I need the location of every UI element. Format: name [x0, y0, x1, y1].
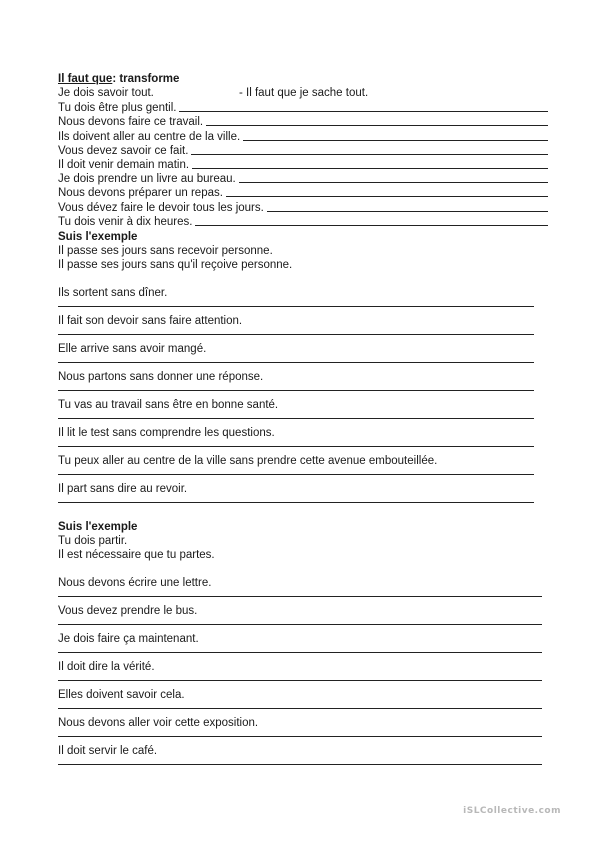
exercise-prompt: Ils sortent sans dîner.: [58, 286, 168, 299]
transform-item: [58, 214, 548, 228]
exercise-prompt: Il lit le test sans comprendre les questions.: [58, 426, 275, 439]
answer-line[interactable]: [58, 708, 542, 709]
answer-line[interactable]: [58, 362, 534, 363]
answer-line[interactable]: [243, 140, 548, 141]
answer-line[interactable]: [58, 736, 542, 737]
section1-example-right: - Il faut que je sache tout.: [239, 87, 369, 99]
exercise-prompt: Il doit servir le café.: [58, 744, 158, 757]
answer-line[interactable]: [58, 306, 534, 307]
section1-exercise-list: [58, 100, 548, 228]
transform-item-text: Ils doivent aller au centre de la ville.: [58, 130, 241, 143]
answer-line[interactable]: [179, 111, 548, 112]
section1-example: [58, 86, 548, 100]
site-watermark: iSLCollective.com: [463, 806, 561, 816]
transform-item: [58, 143, 548, 157]
exercise-prompt: Nous partons sans donner une réponse.: [58, 370, 264, 383]
section2-example-1: Il passe ses jours sans recevoir personne.: [58, 244, 273, 257]
transform-item: [58, 185, 548, 199]
answer-line[interactable]: [267, 211, 548, 212]
exercise-prompt: Nous devons écrire une lettre.: [58, 576, 212, 589]
answer-line[interactable]: [226, 196, 548, 197]
answer-line[interactable]: [58, 624, 542, 625]
transform-item: [58, 128, 548, 142]
answer-line[interactable]: [58, 502, 534, 503]
exercise-prompt: Elle arrive sans avoir mangé.: [58, 342, 207, 355]
exercise-prompt: Tu peux aller au centre de la ville sans prendre cette avenue embouteillée.: [58, 454, 438, 467]
transform-item-text: Il doit venir demain matin.: [58, 158, 190, 171]
section3-example-1: Tu dois partir.: [58, 534, 128, 547]
answer-line[interactable]: [206, 125, 548, 126]
answer-line[interactable]: [195, 225, 548, 226]
exercise-prompt: Tu vas au travail sans être en bonne santé.: [58, 398, 279, 411]
section1-heading: [58, 72, 548, 86]
transform-item-text: Vous devez savoir ce fait.: [58, 144, 189, 157]
exercise-prompt: Nous devons aller voir cette exposition.: [58, 716, 259, 729]
answer-line[interactable]: [58, 474, 534, 475]
answer-line[interactable]: [239, 182, 548, 183]
worksheet: [58, 72, 548, 772]
exercise-prompt: Je dois faire ça maintenant.: [58, 632, 199, 645]
section3-heading: Suis l'exemple: [58, 520, 138, 533]
answer-line[interactable]: [192, 168, 548, 169]
answer-line[interactable]: [58, 446, 534, 447]
section2-heading: Suis l'exemple: [58, 230, 138, 243]
section2-exercise-list: [58, 286, 548, 503]
answer-line[interactable]: [58, 390, 534, 391]
section3-exercise-list: [58, 576, 548, 765]
exercise-prompt: Vous devez prendre le bus.: [58, 604, 198, 617]
section3-example-2: Il est nécessaire que tu partes.: [58, 548, 215, 561]
transform-item-text: Je dois prendre un livre au bureau.: [58, 173, 236, 186]
transform-item-text: Tu dois venir à dix heures.: [58, 215, 193, 228]
transform-item: [58, 157, 548, 171]
answer-line[interactable]: [58, 652, 542, 653]
answer-line[interactable]: [58, 596, 542, 597]
exercise-prompt: Il part sans dire au revoir.: [58, 482, 188, 495]
answer-line[interactable]: [58, 764, 542, 765]
exercise-prompt: Il doit dire la vérité.: [58, 660, 155, 673]
section2-example-2: Il passe ses jours sans qu'il reçoive personne.: [58, 258, 293, 271]
answer-line[interactable]: [58, 418, 534, 419]
exercise-prompt: Il fait son devoir sans faire attention.: [58, 314, 243, 327]
transform-item-text: Nous devons préparer un repas.: [58, 187, 223, 200]
exercise-prompt: Elles doivent savoir cela.: [58, 688, 185, 701]
answer-line[interactable]: [58, 334, 534, 335]
transform-item-text: Vous dévez faire le devoir tous les jours.: [58, 201, 264, 214]
answer-line[interactable]: [58, 680, 542, 681]
transform-item-text: Tu dois être plus gentil.: [58, 102, 177, 115]
section1-heading-a: Il faut que: [58, 73, 113, 85]
answer-line[interactable]: [191, 154, 548, 155]
transform-item: [58, 114, 548, 128]
transform-item: [58, 171, 548, 185]
transform-item: [58, 199, 548, 213]
section1-heading-b: : transforme: [112, 73, 180, 85]
transform-item-text: Nous devons faire ce travail.: [58, 116, 204, 129]
transform-item: [58, 100, 548, 114]
section1-example-left: Je dois savoir tout.: [58, 87, 154, 99]
